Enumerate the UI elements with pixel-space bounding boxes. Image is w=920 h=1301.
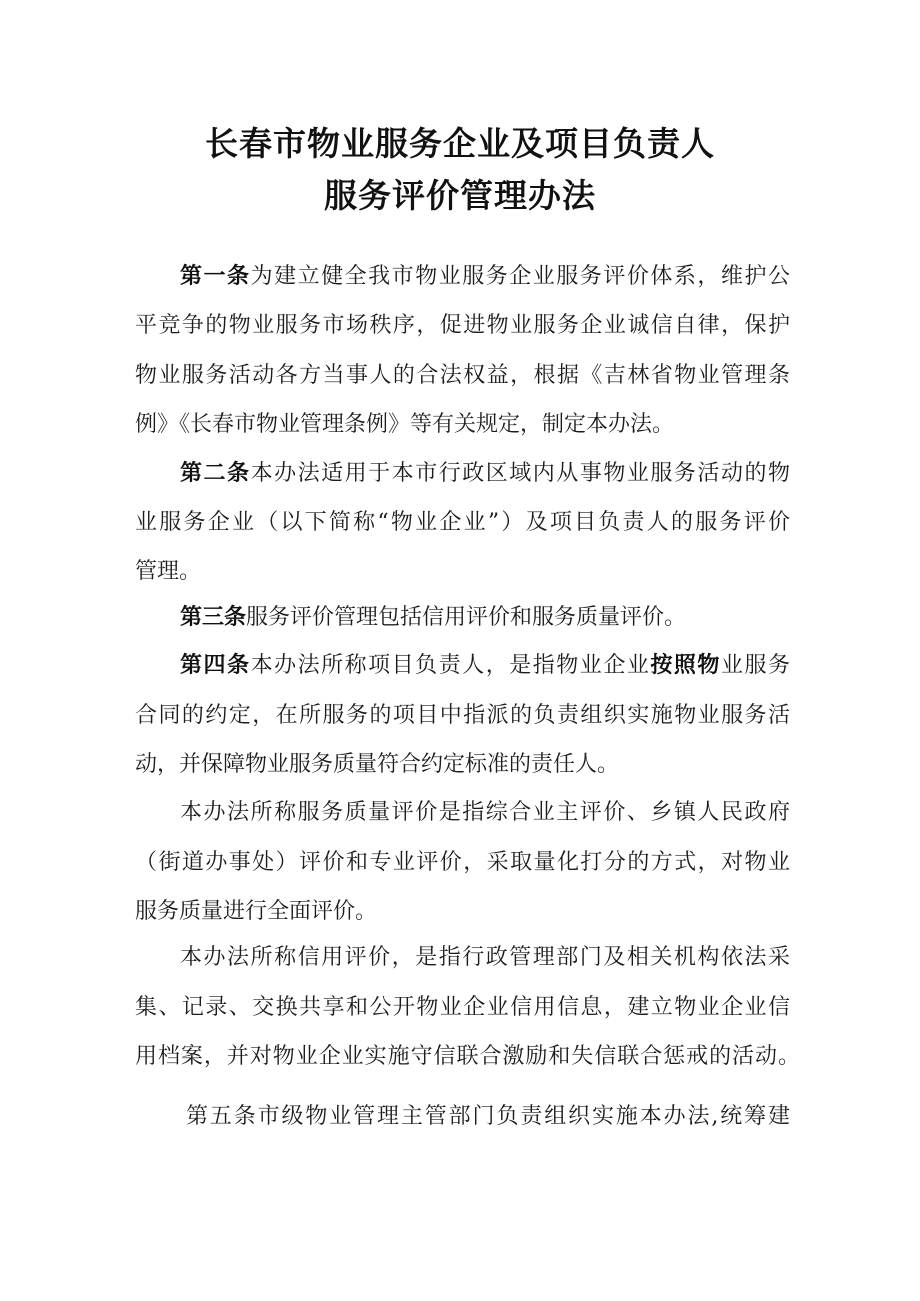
article-1-label: 第一条 — [180, 264, 251, 289]
article-1-line-4: 例》《长春市物业管理条例》等有关规定，制定本办法。 — [135, 412, 675, 437]
paragraph-quality-line-2: （街道办事处）评价和专业评价，采取量化打分的方式，对物业 — [135, 850, 790, 875]
paragraph-quality-line-1: 本办法所称服务质量评价是指综合业主评价、乡镇人民政府 — [180, 800, 790, 825]
document-title-line-1: 长春市物业服务企业及项目负责人 — [205, 124, 715, 163]
article-4-text-bold: 按照物 — [650, 653, 721, 678]
article-3-label: 第三条 — [180, 605, 247, 630]
document-title-line-2: 服务评价管理办法 — [324, 176, 596, 215]
article-1-line-1 — [180, 266, 790, 288]
article-2-line-3: 管理。 — [135, 559, 202, 584]
paragraph-credit-line-2: 集、记录、交换共享和公开物业企业信用信息，建立物业企业信 — [135, 995, 790, 1020]
article-3-text: 服务评价管理包括信用评价和服务质量评价。 — [246, 605, 687, 630]
article-1-line-3: 物业服务活动各方当事人的合法权益，根据《吉林省物业管理条 — [135, 363, 790, 388]
article-5-line-1: 第五条市级物业管理主管部门负责组织实施本办法,统筹建 — [186, 1104, 790, 1129]
article-4-line-3: 动，并保障物业服务质量符合约定标准的责任人。 — [135, 752, 620, 777]
article-4-line-2: 合同的约定，在所服务的项目中指派的负责组织实施物业服务活 — [135, 703, 790, 728]
paragraph-credit-line-3: 用档案，并对物业企业实施守信联合激励和失信联合惩戒的活动。 — [135, 1044, 800, 1069]
article-1-text: 为建立健全我市物业服务企业服务评价体系，维护公 — [250, 264, 790, 289]
article-4-text-c: 业服务 — [720, 653, 790, 678]
article-4-line-1 — [180, 655, 790, 677]
article-4-text-a: 本办法所称项目负责人，是指物业企业 — [250, 653, 651, 678]
article-4-label: 第四条 — [180, 653, 251, 678]
article-2-line-2: 业服务企业（以下简称“物业企业”）及项目负责人的服务评价 — [135, 510, 790, 535]
paragraph-credit-line-1: 本办法所称信用评价，是指行政管理部门及相关机构依法采 — [180, 945, 790, 970]
paragraph-quality-line-3: 服务质量进行全面评价。 — [135, 899, 378, 924]
article-2-line-1 — [180, 463, 790, 485]
article-3-line-1 — [180, 607, 686, 629]
article-1-line-2: 平竞争的物业服务市场秩序，促进物业服务企业诚信自律，保护 — [135, 313, 790, 338]
article-2-text: 本办法适用于本市行政区域内从事物业服务活动的物 — [250, 461, 790, 486]
article-2-label: 第二条 — [180, 461, 251, 486]
